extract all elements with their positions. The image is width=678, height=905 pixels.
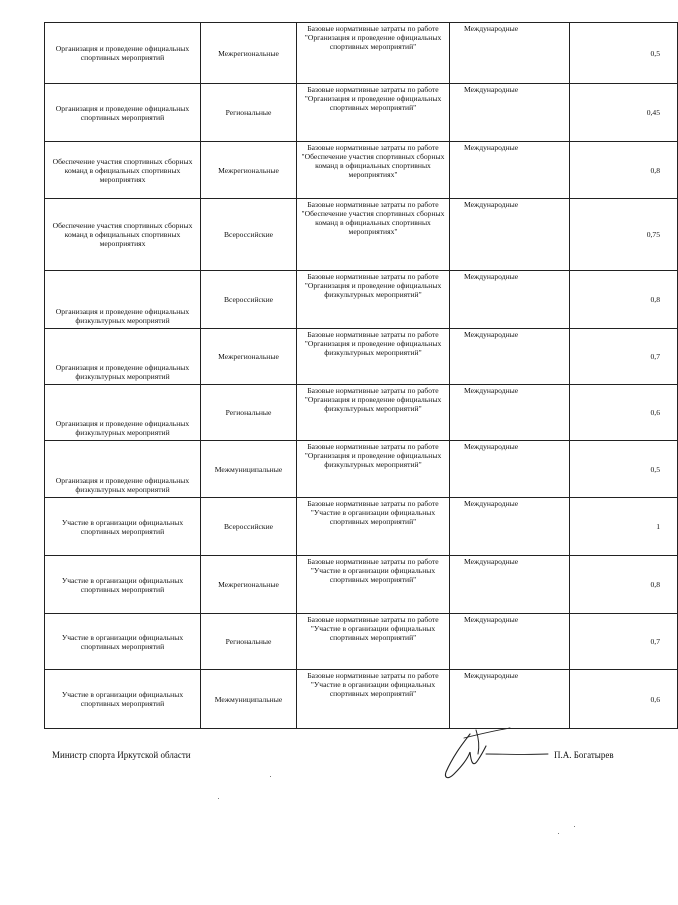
signatory-name: П.А. Богатырев	[554, 750, 614, 760]
handwritten-signature	[440, 724, 560, 786]
cell-cost-basis: Базовые нормативные затраты по работе "Организация и проведение официальных физкультурных мероприятий"	[297, 385, 450, 441]
cell-cost-basis: Базовые нормативные затраты по работе "Организация и проведение официальных спортивных мероприятий"	[297, 23, 450, 84]
table-row	[45, 498, 678, 556]
cell-coefficient: 0,6	[570, 385, 678, 441]
cell-event-type: Международные	[450, 271, 570, 329]
scan-speck	[218, 798, 219, 799]
cell-level: Региональные	[201, 84, 297, 142]
cell-cost-basis: Базовые нормативные затраты по работе "Организация и проведение официальных физкультурных мероприятий"	[297, 271, 450, 329]
cell-level: Межмуниципальные	[201, 670, 297, 729]
cell-coefficient: 0,8	[570, 271, 678, 329]
cell-coefficient: 0,5	[570, 23, 678, 84]
scan-speck	[558, 833, 559, 834]
table-row	[45, 142, 678, 199]
cell-work-name: Участие в организации официальных спортивных мероприятий	[45, 556, 201, 614]
table-row	[45, 329, 678, 385]
cell-work-name: Организация и проведение официальных физкультурных мероприятий	[45, 329, 201, 385]
cell-work-name: Обеспечение участия спортивных сборных команд в официальных спортивных мероприятиях	[45, 199, 201, 271]
cell-work-name: Организация и проведение официальных физкультурных мероприятий	[45, 385, 201, 441]
cell-event-type: Международные	[450, 329, 570, 385]
cell-event-type: Международные	[450, 199, 570, 271]
cell-level: Межрегиональные	[201, 329, 297, 385]
cell-event-type: Международные	[450, 23, 570, 84]
cell-coefficient: 0,6	[570, 670, 678, 729]
cell-level: Всероссийские	[201, 498, 297, 556]
cell-cost-basis: Базовые нормативные затраты по работе "Организация и проведение официальных спортивных мероприятий"	[297, 84, 450, 142]
cell-coefficient: 0,8	[570, 556, 678, 614]
table-row	[45, 441, 678, 498]
table-row	[45, 556, 678, 614]
cell-work-name: Организация и проведение официальных физкультурных мероприятий	[45, 441, 201, 498]
cell-cost-basis: Базовые нормативные затраты по работе "Обеспечение участия спортивных сборных команд в официальных спортивных мероприятиях"	[297, 142, 450, 199]
cell-coefficient: 0,7	[570, 614, 678, 670]
cell-cost-basis: Базовые нормативные затраты по работе "Организация и проведение официальных физкультурных мероприятий"	[297, 441, 450, 498]
cell-work-name: Организация и проведение официальных спортивных мероприятий	[45, 23, 201, 84]
cell-cost-basis: Базовые нормативные затраты по работе "Участие в организации официальных спортивных мероприятий"	[297, 498, 450, 556]
signatory-title: Министр спорта Иркутской области	[52, 750, 191, 760]
cell-level: Региональные	[201, 385, 297, 441]
cell-coefficient: 0,7	[570, 329, 678, 385]
cell-level: Всероссийские	[201, 271, 297, 329]
cell-cost-basis: Базовые нормативные затраты по работе "Участие в организации официальных спортивных мероприятий"	[297, 670, 450, 729]
cell-event-type: Международные	[450, 556, 570, 614]
cell-level: Всероссийские	[201, 199, 297, 271]
cell-cost-basis: Базовые нормативные затраты по работе "Участие в организации официальных спортивных мероприятий"	[297, 614, 450, 670]
cell-cost-basis: Базовые нормативные затраты по работе "Обеспечение участия спортивных сборных команд в официальных спортивных мероприятиях"	[297, 199, 450, 271]
cell-coefficient: 0,5	[570, 441, 678, 498]
cell-event-type: Международные	[450, 441, 570, 498]
cell-event-type: Международные	[450, 614, 570, 670]
cell-event-type: Международные	[450, 385, 570, 441]
cell-level: Региональные	[201, 614, 297, 670]
cell-level: Межрегиональные	[201, 23, 297, 84]
cell-event-type: Международные	[450, 498, 570, 556]
cell-coefficient: 0,45	[570, 84, 678, 142]
table-row	[45, 670, 678, 729]
cell-work-name: Организация и проведение официальных физкультурных мероприятий	[45, 271, 201, 329]
cell-event-type: Международные	[450, 142, 570, 199]
table-row	[45, 614, 678, 670]
cell-cost-basis: Базовые нормативные затраты по работе "Участие в организации официальных спортивных мероприятий"	[297, 556, 450, 614]
cell-coefficient: 0,8	[570, 142, 678, 199]
cell-work-name: Участие в организации официальных спортивных мероприятий	[45, 670, 201, 729]
table-row	[45, 84, 678, 142]
norms-table	[44, 22, 678, 729]
cell-work-name: Организация и проведение официальных спортивных мероприятий	[45, 84, 201, 142]
cell-level: Межрегиональные	[201, 142, 297, 199]
cell-level: Межрегиональные	[201, 556, 297, 614]
scan-speck	[574, 826, 575, 827]
scan-speck	[270, 776, 271, 777]
cell-cost-basis: Базовые нормативные затраты по работе "Организация и проведение официальных физкультурных мероприятий"	[297, 329, 450, 385]
cell-coefficient: 0,75	[570, 199, 678, 271]
cell-coefficient: 1	[570, 498, 678, 556]
cell-work-name: Обеспечение участия спортивных сборных команд в официальных спортивных мероприятиях	[45, 142, 201, 199]
table-row	[45, 23, 678, 84]
cell-event-type: Международные	[450, 84, 570, 142]
table-row	[45, 199, 678, 271]
cell-work-name: Участие в организации официальных спортивных мероприятий	[45, 614, 201, 670]
table-row	[45, 271, 678, 329]
cell-work-name: Участие в организации официальных спортивных мероприятий	[45, 498, 201, 556]
cell-level: Межмуниципальные	[201, 441, 297, 498]
norms-table-body	[45, 23, 678, 729]
cell-event-type: Международные	[450, 670, 570, 729]
table-row	[45, 385, 678, 441]
